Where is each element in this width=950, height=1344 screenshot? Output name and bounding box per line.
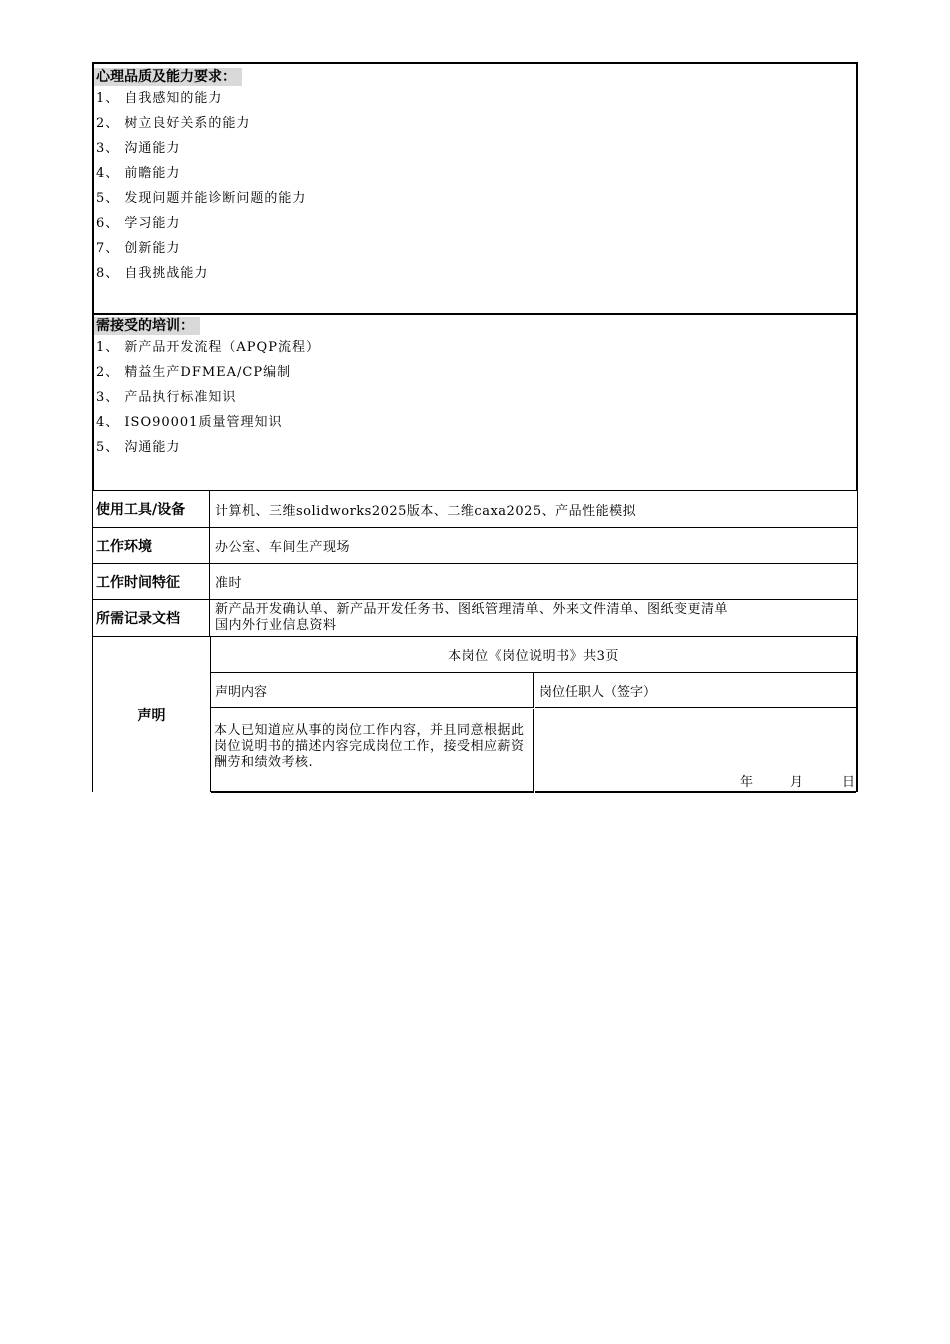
psych-item: 6、 学习能力 [96,216,181,231]
month-label: 月 [790,775,804,790]
work-time-label: 工作时间特征 [93,564,210,599]
signature-area[interactable] [535,709,856,793]
work-time-value: 准时 [215,576,243,591]
tools-label: 使用工具/设备 [93,491,210,527]
environment-label: 工作环境 [93,528,210,563]
training-item: 2、 精益生产DFMEA/CP编制 [96,365,292,380]
training-item: 5、 沟通能力 [96,440,181,455]
psych-item: 4、 前瞻能力 [96,166,181,181]
documents-value-line2: 国内外行业信息资料 [215,618,337,633]
work-time-row [92,563,858,599]
training-list [94,335,856,460]
psych-item: 3、 沟通能力 [96,141,181,156]
training-section [92,313,858,491]
environment-value: 办公室、车间生产现场 [215,540,351,555]
documents-value-line1: 新产品开发确认单、新产品开发任务书、图纸管理清单、外来文件清单、图纸变更清单 [215,602,729,617]
declaration-label: 声明 [93,637,211,792]
environment-row [92,527,858,563]
psych-list [94,86,856,286]
tools-value: 计算机、三维solidworks2025版本、二维caxa2025、产品性能模拟 [215,503,637,519]
psych-item: 8、 自我挑战能力 [96,266,209,281]
content-header: 声明内容 [211,673,534,708]
total-pages: 本岗位《岗位说明书》共3页 [211,637,856,673]
psych-item: 5、 发现问题并能诊断问题的能力 [96,191,307,206]
psych-item: 7、 创新能力 [96,241,181,256]
documents-row [92,599,858,636]
psych-item: 1、 自我感知的能力 [96,91,223,106]
declaration-block [92,636,858,792]
documents-label: 所需记录文档 [93,600,210,636]
training-item: 4、 ISO90001质量管理知识 [96,415,283,430]
year-label: 年 [740,775,754,790]
psych-section [92,62,858,315]
documents-value [211,600,857,636]
day-label: 日 [842,775,856,790]
training-title: 需接受的培训： [94,317,200,335]
psych-title: 心理品质及能力要求： [94,68,242,86]
declaration-text: 本人已知道应从事的岗位工作内容，并且同意根据此岗位说明书的描述内容完成岗位工作，接受相应薪资酬劳和绩效考核. [211,709,534,793]
psych-item: 2、 树立良好关系的能力 [96,116,251,131]
training-item: 1、 新产品开发流程（APQP流程） [96,340,320,355]
signer-header: 岗位任职人（签字） [535,673,856,708]
training-item: 3、 产品执行标准知识 [96,390,237,405]
tools-row [92,490,858,527]
